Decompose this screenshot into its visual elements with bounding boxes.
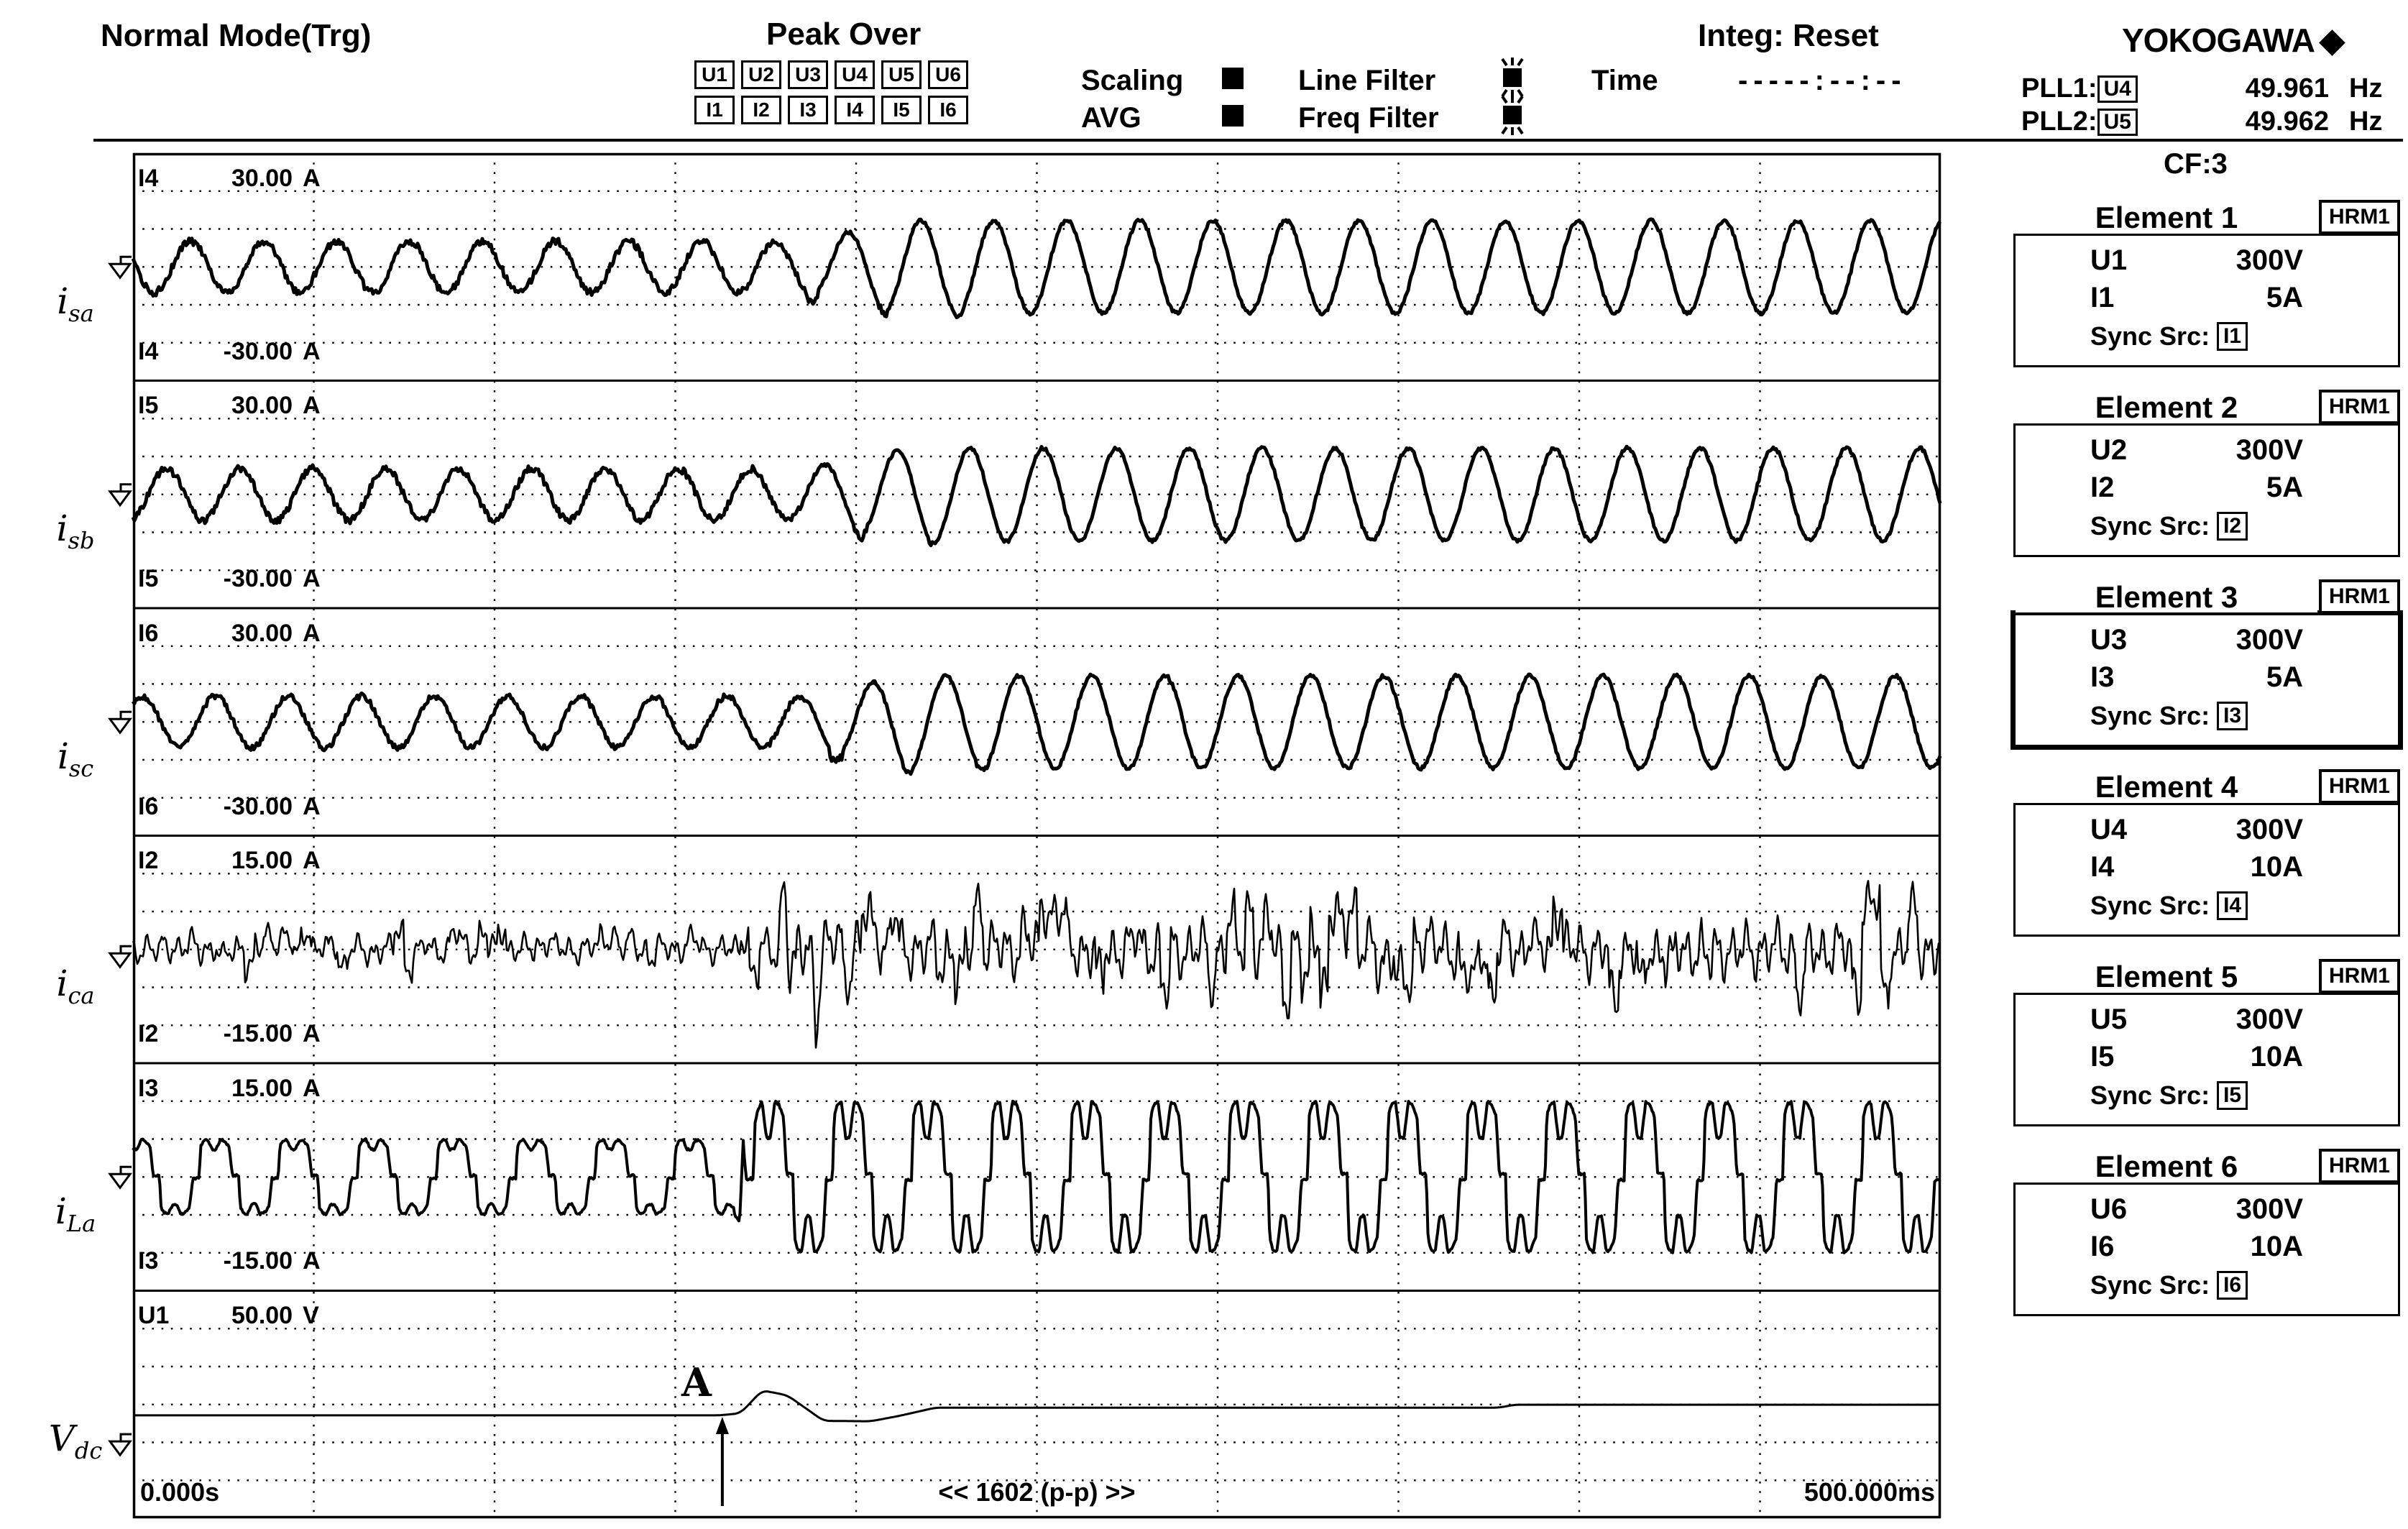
voltage-range-value: 300V (2235, 434, 2303, 466)
channel-label-isb: $i_{sb}$ (56, 508, 95, 554)
voltage-range-label: U3 (2090, 624, 2128, 656)
peak-over-i4-indicator: I4 (835, 96, 875, 124)
current-range-label: I5 (2090, 1041, 2115, 1073)
pll2-unit: Hz (2349, 106, 2383, 137)
element-5-title: Element 5 (2016, 962, 2317, 992)
current-range-label: I3 (2090, 661, 2115, 693)
pll1-source-box: U4 (2097, 75, 2138, 103)
peak-over-i1-indicator: I1 (694, 96, 735, 124)
element-2-panel[interactable] (2013, 390, 2400, 557)
channel-label-vdc: $V_{dc}$ (48, 1418, 103, 1464)
current-range-value: 5A (2266, 661, 2303, 693)
peak-over-i3-indicator: I3 (788, 96, 828, 124)
element-3-title: Element 3 (2016, 582, 2317, 612)
element-2-title: Element 2 (2016, 392, 2317, 423)
element-3-panel[interactable] (2011, 580, 2403, 750)
peak-over-u5-indicator: U5 (881, 60, 922, 89)
voltage-range-label: U6 (2090, 1193, 2128, 1225)
pll1-unit: Hz (2349, 73, 2383, 104)
pll2-frequency: 49.962 (2245, 106, 2329, 137)
event-annotation-a: A (681, 1359, 712, 1405)
line-filter-label: Line Filter (1298, 65, 1436, 96)
sync-src-label: Sync Src: (2090, 321, 2210, 351)
current-range-value: 5A (2266, 472, 2303, 503)
current-range-value: 10A (2250, 851, 2303, 883)
channel-label-isa: $i_{sa}$ (57, 280, 94, 327)
hrm1-badge: HRM1 (2319, 390, 2400, 424)
sync-src-value: I6 (2217, 1271, 2248, 1300)
peak-over-i6-indicator: I6 (928, 96, 968, 124)
yokogawa-logo: YOKOGAWA ◆ (2122, 20, 2345, 60)
sync-src-value: I3 (2217, 702, 2248, 730)
channel-label-isc: $i_{sc}$ (57, 735, 94, 782)
hrm1-badge: HRM1 (2319, 579, 2400, 614)
scale-label-ch5-bottom: I3 - 15.00 A (138, 1247, 321, 1275)
peak-over-i-row (694, 96, 975, 124)
current-range-label: I2 (2090, 472, 2115, 503)
avg-on-icon (1222, 105, 1244, 127)
peak-over-i2-indicator: I2 (741, 96, 781, 124)
channel-label-ica: $i_{ca}$ (56, 963, 95, 1009)
voltage-range-label: U4 (2090, 814, 2128, 845)
waveform-plot (93, 153, 1941, 1518)
time-start-label: 0.000s (140, 1477, 220, 1507)
sync-src-value: I4 (2217, 891, 2248, 920)
voltage-range-value: 300V (2235, 244, 2303, 276)
sync-src-value: I2 (2217, 512, 2248, 541)
current-range-value: 10A (2250, 1041, 2303, 1073)
header-divider (93, 139, 2403, 142)
element-1-title: Element 1 (2016, 203, 2317, 233)
sync-src-label: Sync Src: (2090, 1080, 2210, 1110)
yokogawa-diamond-icon: ◆ (2319, 20, 2345, 60)
current-range-value: 5A (2266, 282, 2303, 313)
pll1-readout: PLL1: U4 (2021, 75, 2138, 103)
voltage-range-value: 300V (2235, 624, 2303, 656)
sync-src-value: I5 (2217, 1081, 2248, 1110)
current-range-label: I6 (2090, 1231, 2115, 1262)
element-4-title: Element 4 (2016, 772, 2317, 802)
peak-over-u1-indicator: U1 (694, 60, 735, 89)
current-range-label: I1 (2090, 282, 2115, 313)
sync-src-label: Sync Src: (2090, 701, 2210, 730)
channel-label-ila: $i_{La}$ (55, 1190, 96, 1237)
peak-over-u4-indicator: U4 (835, 60, 875, 89)
element-6-panel[interactable] (2013, 1149, 2400, 1316)
freq-filter-icon (1497, 95, 1528, 139)
avg-label: AVG (1081, 102, 1141, 134)
peak-over-u6-indicator: U6 (928, 60, 968, 89)
element-1-panel[interactable] (2013, 201, 2400, 367)
scale-label-ch6-top: U1 50.00 V (138, 1302, 319, 1329)
scale-label-ch2-bottom: I5 - 30.00 A (138, 565, 321, 592)
current-range-value: 10A (2250, 1231, 2303, 1262)
scale-label-ch3-top: I6 30.00 A (138, 620, 321, 647)
scale-label-ch4-bottom: I2 - 15.00 A (138, 1020, 321, 1047)
element-4-panel[interactable] (2013, 770, 2400, 937)
scale-label-ch5-top: I3 15.00 A (138, 1075, 321, 1102)
scale-label-ch3-bottom: I6 - 30.00 A (138, 793, 321, 820)
hrm1-badge: HRM1 (2319, 1149, 2400, 1183)
scaling-on-icon (1222, 68, 1244, 89)
sync-src-label: Sync Src: (2090, 1270, 2210, 1300)
time-label: Time (1591, 65, 1658, 96)
scale-label-ch1-bottom: I4 - 30.00 A (138, 338, 321, 365)
time-end-label: 500.000ms (1803, 1477, 1935, 1507)
voltage-range-label: U2 (2090, 434, 2128, 466)
scale-label-ch2-top: I5 30.00 A (138, 392, 321, 419)
hrm1-badge: HRM1 (2319, 769, 2400, 804)
element-5-panel[interactable] (2013, 960, 2400, 1126)
peak-over-u-row (694, 60, 975, 89)
voltage-range-value: 300V (2235, 814, 2303, 845)
peak-over-u3-indicator: U3 (788, 60, 828, 89)
sync-src-label: Sync Src: (2090, 891, 2210, 920)
pp-count-label: << 1602 (p-p) >> (938, 1477, 1136, 1507)
voltage-range-label: U5 (2090, 1004, 2128, 1035)
hrm1-badge: HRM1 (2319, 200, 2400, 234)
sync-src-label: Sync Src: (2090, 511, 2210, 541)
element-6-title: Element 6 (2016, 1152, 2317, 1182)
time-value: -----:--:-- (1738, 65, 1907, 96)
scale-label-ch1-top: I4 30.00 A (138, 165, 321, 192)
sync-src-value: I1 (2217, 322, 2248, 351)
mode-indicator: Normal Mode(Trg) (101, 18, 372, 53)
pll1-frequency: 49.961 (2245, 73, 2329, 104)
scaling-label: Scaling (1081, 65, 1184, 96)
hrm1-badge: HRM1 (2319, 959, 2400, 993)
pll2-readout: PLL2: U5 (2021, 108, 2138, 136)
peak-over-u2-indicator: U2 (741, 60, 781, 89)
voltage-range-label: U1 (2090, 244, 2128, 276)
peak-over-i5-indicator: I5 (881, 96, 922, 124)
voltage-range-value: 300V (2235, 1193, 2303, 1225)
scale-label-ch4-top: I2 15.00 A (138, 847, 321, 874)
freq-filter-label: Freq Filter (1298, 102, 1439, 134)
integrator-status: Integ: Reset (1698, 18, 1879, 53)
voltage-range-value: 300V (2235, 1004, 2303, 1035)
crest-factor: CF:3 (2164, 148, 2228, 180)
peak-over-title: Peak Over (766, 17, 922, 52)
pll2-source-box: U5 (2097, 109, 2138, 136)
current-range-label: I4 (2090, 851, 2115, 883)
